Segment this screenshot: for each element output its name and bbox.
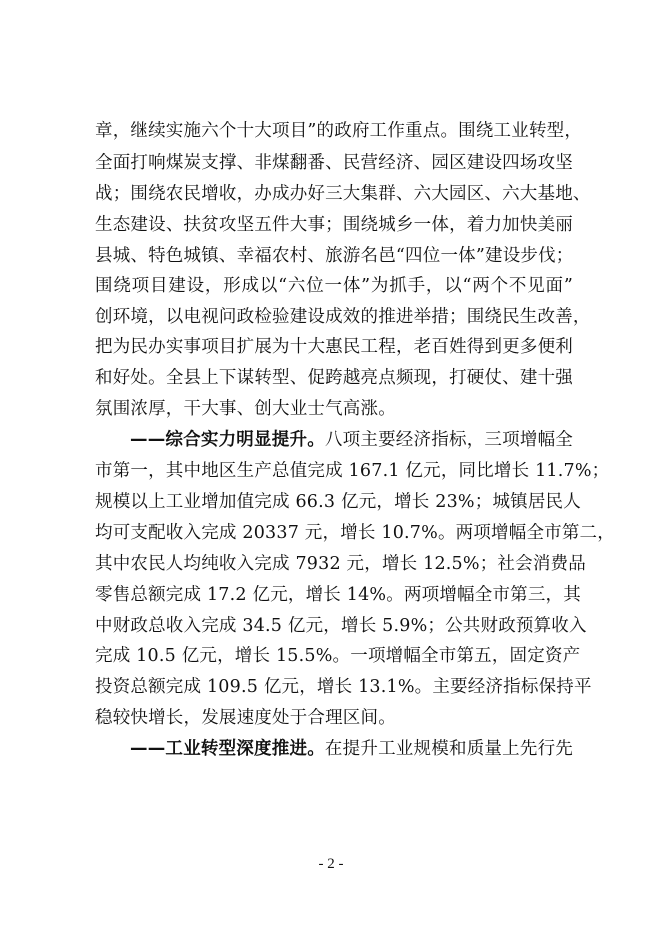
paragraph-1-line-1: 章，继续实施六个十大项目”的政府工作重点。围绕工业转型， [95, 121, 583, 141]
paragraph-3-first-line [130, 733, 573, 765]
paragraph-2-line-7: 中财政总收入完成 34.5 亿元，增长 5.9%；公共财政预算收入 [95, 616, 587, 636]
paragraph-1-line-10: 氛围浓厚，干大事、创大业士气高涨。 [95, 399, 396, 419]
paragraph-1-line-6: 围绕项目建设，形成以“六位一体”为抓手，以“两个不见面” [95, 276, 573, 296]
paragraph-1-line-4: 生态建设、扶贫攻坚五件大事；围绕城乡一体，着力加快美丽 [95, 215, 573, 235]
paragraph-1-line-9: 和好处。全县上下谋转型、促跨越亮点频现，打硬仗、建十强 [95, 368, 573, 388]
paragraph-2-first-line [130, 424, 573, 456]
paragraph-1-line-5: 县城、特色城镇、幸福农村、旅游名邑“四位一体”建设步伐； [95, 246, 574, 266]
paragraph-2-first-line-text: 八项主要经济指标，三项增幅全 [324, 430, 573, 450]
paragraph-2-line-8: 完成 10.5 亿元，增长 15.5%。一项增幅全市第五，固定资产 [95, 646, 581, 666]
paragraph-1-line-3: 战；围绕农民增收，办成办好三大集群、六大园区、六大基地、 [95, 184, 591, 204]
paragraph-2-line-10: 稳较快增长，发展速度处于合理区间。 [95, 708, 396, 728]
section-heading-overall-strength: ——综合实力明显提升。 [130, 430, 325, 450]
paragraph-3-first-line-text: 在提升工业规模和质量上先行先 [324, 739, 573, 759]
paragraph-2-line-6: 零售总额完成 17.2 亿元，增长 14%。两项增幅全市第三，其 [95, 585, 581, 605]
page-number: - 2 - [318, 856, 344, 872]
paragraph-2-line-2: 市第一，其中地区生产总值完成 167.1 亿元，同比增长 11.7%； [95, 461, 610, 481]
paragraph-2-line-4: 均可支配收入完成 20337 元，增长 10.7%。两项增幅全市第二， [95, 523, 615, 543]
section-heading-industrial-transformation: ——工业转型深度推进。 [130, 739, 325, 759]
paragraph-2-line-5: 其中农民人均纯收入完成 7932 元，增长 12.5%；社会消费品 [95, 554, 586, 574]
paragraph-1-line-2: 全面打响煤炭支撑、非煤翻番、民营经济、园区建设四场攻坚 [95, 153, 573, 173]
paragraph-2-line-9: 投资总额完成 109.5 亿元，增长 13.1%。主要经济指标保持平 [95, 677, 592, 697]
paragraph-1-line-8: 把为民办实事项目扩展为十大惠民工程，老百姓得到更多便利 [95, 337, 573, 357]
paragraph-1-line-7: 创环境，以电视问政检验建设成效的推进举措；围绕民生改善， [95, 307, 591, 327]
paragraph-2-line-3: 规模以上工业增加值完成 66.3 亿元，增长 23%；城镇居民人 [95, 492, 581, 512]
